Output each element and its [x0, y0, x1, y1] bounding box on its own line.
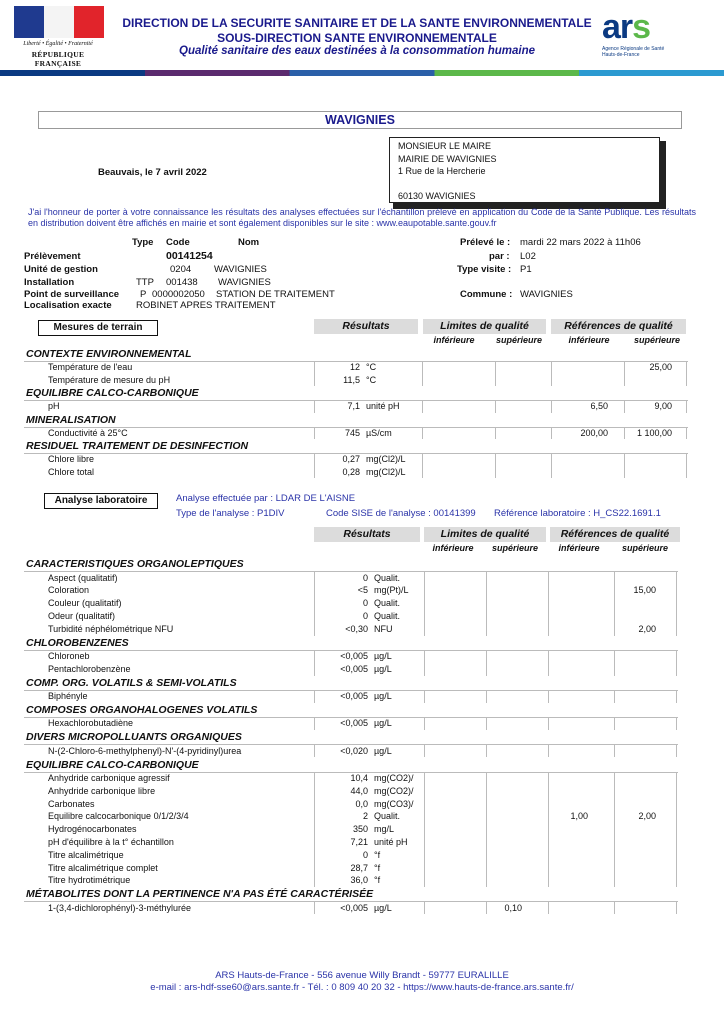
column-rule: [422, 427, 423, 440]
column-rule: [424, 902, 425, 915]
row-label: Coloration: [48, 585, 90, 596]
ars-logo-letters: ar: [602, 8, 633, 46]
column-rule: [551, 453, 552, 478]
row-unit: mg/L: [374, 824, 395, 835]
row-lim-sup: 0,10: [504, 902, 522, 913]
row-unit: mg(Cl2)/L: [366, 466, 406, 477]
row-ref-inf: 6,50: [590, 401, 608, 411]
header-color-bar: [0, 70, 724, 76]
row-ref-inf: 1,00: [570, 811, 588, 822]
row-ref-sup: 2,00: [638, 623, 656, 634]
par-label: par :: [489, 251, 510, 262]
section-title: DIVERS MICROPOLLUANTS ORGANIQUES: [26, 731, 242, 744]
row-value: <5: [357, 585, 368, 596]
labo-sub-ref-inf: inférieure: [558, 543, 600, 553]
point-nom: STATION DE TRAITEMENT: [216, 289, 335, 300]
row-unit: mg(CO3)/: [374, 798, 414, 809]
row-label: N-(2-Chloro-6-methylphenyl)-N'-(4-pyridinyl)urea: [48, 745, 242, 756]
address-line: [398, 178, 659, 191]
column-rule: [614, 690, 615, 703]
column-rule: [676, 650, 677, 676]
column-rule: [548, 772, 549, 887]
row-ref-sup: 25,00: [649, 362, 672, 372]
prelevement-code: 00141254: [166, 250, 213, 262]
section-title: COMP. ORG. VOLATILS & SEMI-VOLATILS: [26, 676, 237, 689]
ars-sub-2: Hauts-de-France: [602, 52, 640, 58]
section-title: CONTEXTE ENVIRONNEMENTAL: [26, 348, 192, 360]
preleve-value: mardi 22 mars 2022 à 11h06: [520, 237, 641, 248]
column-rule: [424, 772, 425, 887]
row-unit: µg/L: [374, 745, 392, 756]
row-label: Odeur (qualitatif): [48, 610, 116, 621]
column-rule: [548, 650, 549, 676]
row-value: 745: [344, 427, 360, 438]
localisation-label: Localisation exacte: [24, 300, 112, 311]
row-value: <0,005: [340, 902, 368, 913]
typevisite-value: P1: [520, 264, 532, 275]
row-value: 350: [352, 824, 368, 835]
row-unit: °f: [374, 849, 381, 860]
row-unit: °f: [374, 862, 381, 873]
column-rule: [676, 690, 677, 703]
column-rule: [551, 427, 552, 440]
column-rule: [424, 717, 425, 730]
flag-blue-band: [14, 6, 44, 38]
column-rule: [422, 400, 423, 413]
ars-logo-s: s: [632, 8, 651, 46]
section-title: COMPOSES ORGANOHALOGENES VOLATILS: [26, 703, 258, 716]
row-value: 7,1: [347, 401, 360, 411]
row-value: 11,5: [343, 374, 360, 385]
row-value: 36,0: [350, 875, 368, 886]
republique-francaise-logo: [8, 6, 108, 68]
column-rule: [424, 650, 425, 676]
row-ref-sup: 2,00: [638, 811, 656, 822]
col-nom: Nom: [238, 237, 260, 248]
column-rule: [486, 572, 487, 636]
section-title: MINERALISATION: [26, 413, 116, 426]
localisation-value: ROBINET APRES TRAITEMENT: [136, 300, 276, 311]
address-line: MAIRIE DE WAVIGNIES: [398, 153, 497, 164]
column-rule: [676, 745, 677, 758]
row-value: 2: [362, 811, 368, 822]
unite-nom: WAVIGNIES: [214, 264, 267, 275]
row-value: 7,21: [350, 837, 368, 847]
column-rule: [548, 745, 549, 758]
column-rule: [314, 400, 315, 413]
rf-motto: Liberté • Égalité • Fraternité: [23, 41, 93, 47]
row-unit: µg/L: [374, 651, 392, 661]
row-unit: mg(Pt)/L: [374, 585, 409, 596]
row-label: Température de mesure du pH: [48, 374, 171, 385]
column-rule: [676, 772, 677, 887]
row-label: pH: [48, 401, 60, 411]
col-type: Type: [132, 237, 154, 248]
column-rule: [486, 772, 487, 887]
row-unit: unité pH: [366, 401, 400, 411]
column-rule: [495, 427, 496, 440]
column-rule: [624, 400, 625, 413]
row-label: Chloroneb: [48, 651, 90, 661]
row-label: Chlore total: [48, 466, 95, 477]
row-label: Biphényle: [48, 691, 88, 702]
labo-reference: Référence laboratoire : H_CS22.1691.1: [494, 508, 661, 519]
column-rule: [686, 453, 687, 478]
column-rule: [676, 572, 677, 636]
header-subtitle: Qualité sanitaire des eaux destinées à la consommation humaine: [179, 45, 535, 57]
row-value: 0: [362, 610, 368, 621]
column-rule: [314, 902, 315, 915]
row-ref-inf: 200,00: [580, 427, 608, 438]
column-rule: [548, 717, 549, 730]
row-unit: °f: [374, 875, 381, 886]
column-rule: [424, 745, 425, 758]
commune-value: WAVIGNIES: [520, 289, 573, 300]
row-label: Anhydride carbonique agressif: [48, 773, 170, 783]
unite-code: 0204: [170, 264, 192, 275]
labo-header-limites: Limites de qualité: [424, 527, 546, 542]
recipient-address: [389, 137, 660, 203]
column-rule: [314, 745, 315, 758]
row-value: <0,005: [340, 651, 368, 661]
row-value: <0,005: [340, 718, 368, 729]
intro-text: J'ai l'honneur de porter à votre connaissance les résultats des analyses effectuées sur l'échantillon prélevé en application du Code de la Santé Publique. Les résultats en distribution doivent être affichés en mairie et sont également disponibles sur le site : www.eaupotable.sante.gouv.fr: [28, 207, 696, 228]
column-rule: [314, 572, 315, 636]
row-value: <0,30: [345, 623, 368, 634]
column-rule: [624, 427, 625, 440]
preleve-label: Prélevé le :: [460, 237, 511, 248]
row-label: 1-(3,4-dichlorophényl)-3-méthylurée: [48, 902, 192, 913]
unite-label: Unité de gestion: [24, 264, 98, 275]
town-title-box: [38, 111, 682, 129]
labo-code-sise: Code SISE de l'analyse : 00141399: [326, 508, 476, 519]
column-rule: [486, 717, 487, 730]
installation-label: Installation: [24, 277, 75, 288]
header-direction: DIRECTION DE LA SECURITE SANITAIRE ET DE LA SANTE ENVIRONNEMENTALE: [122, 16, 592, 30]
column-rule: [314, 772, 315, 887]
labo-header-references: Références de qualité: [550, 527, 680, 542]
column-rule: [495, 400, 496, 413]
row-value: 0,28: [342, 466, 360, 477]
column-rule: [686, 400, 687, 413]
section-title: RESIDUEL TRAITEMENT DE DESINFECTION: [26, 440, 249, 452]
column-rule: [624, 361, 625, 386]
column-rule: [551, 361, 552, 386]
row-value: 0: [362, 598, 368, 609]
row-label: Titre alcalimétrique: [48, 849, 124, 860]
row-value: 12: [349, 362, 360, 372]
column-rule: [551, 400, 552, 413]
column-rule: [676, 902, 677, 915]
column-rule: [686, 427, 687, 440]
terrain-tab: Mesures de terrain: [38, 320, 158, 336]
row-unit: µg/L: [374, 718, 392, 729]
row-label: Hydrogénocarbonates: [48, 824, 137, 835]
column-rule: [676, 717, 677, 730]
header-sous-direction: SOUS-DIRECTION SANTE ENVIRONNEMENTALE: [217, 31, 497, 45]
row-unit: mg(CO2)/: [374, 773, 414, 783]
column-rule: [424, 572, 425, 636]
column-rule: [614, 572, 615, 636]
column-rule: [314, 361, 315, 386]
terrain-header-references: Références de qualité: [551, 319, 686, 334]
row-unit: µg/L: [374, 691, 392, 702]
footer-contact: e-mail : ars-hdf-sse60@ars.sante.fr - Tél. : 0 809 40 20 32 - https://www.hauts-de-france.ars.sante.fr/: [150, 982, 574, 993]
commune-label: Commune :: [460, 289, 513, 300]
point-type: P: [140, 289, 147, 300]
row-unit: Qualit.: [374, 610, 401, 621]
row-label: pH d'équilibre à la t° échantillon: [48, 837, 174, 847]
row-label: Anhydride carbonique libre: [48, 785, 156, 796]
installation-type: TTP: [136, 277, 154, 288]
row-label: Conductivité à 25°C: [48, 427, 128, 438]
column-rule: [486, 690, 487, 703]
column-rule: [422, 361, 423, 386]
flag-red-band: [74, 6, 104, 38]
flag-white-band: [44, 6, 74, 38]
row-value: 44,0: [350, 785, 368, 796]
col-code: Code: [166, 237, 190, 248]
column-rule: [548, 690, 549, 703]
column-rule: [424, 690, 425, 703]
footer-address: ARS Hauts-de-France - 556 avenue Willy Brandt - 59777 EURALILLE: [215, 970, 509, 981]
terrain-sub-ref-inf: inférieure: [568, 335, 610, 345]
labo-header-resultats: Résultats: [314, 527, 420, 542]
row-ref-sup: 15,00: [633, 585, 656, 596]
row-value: 0: [362, 849, 368, 860]
row-value: 10,4: [350, 773, 368, 783]
section-title: EQUILIBRE CALCO-CARBONIQUE: [26, 758, 199, 771]
terrain-sub-ref-sup: supérieure: [633, 335, 681, 345]
row-unit: mg(CO2)/: [374, 785, 414, 796]
row-label: Couleur (qualitatif): [48, 598, 122, 609]
row-unit: Qualit.: [374, 572, 401, 583]
row-value: <0,020: [340, 745, 368, 756]
row-unit: °C: [366, 374, 377, 385]
column-rule: [495, 453, 496, 478]
terrain-sub-lim-inf: inférieure: [433, 335, 475, 345]
labo-sub-lim-sup: supérieure: [491, 543, 539, 553]
column-rule: [314, 453, 315, 478]
row-unit: NFU: [374, 623, 393, 634]
column-rule: [486, 650, 487, 676]
column-rule: [314, 427, 315, 440]
column-rule: [486, 745, 487, 758]
row-label: Turbidité néphélométrique NFU: [48, 623, 174, 634]
address-line: 1 Rue de la Hercherie: [398, 166, 486, 176]
row-label: Pentachlorobenzène: [48, 663, 131, 674]
column-rule: [495, 361, 496, 386]
column-rule: [548, 572, 549, 636]
rf-name: RÉPUBLIQUE FRANÇAISE: [31, 50, 85, 68]
row-unit: µg/L: [374, 902, 392, 913]
row-label: Equilibre calcocarbonique 0/1/2/3/4: [48, 811, 189, 822]
town-title: WAVIGNIES: [325, 113, 395, 127]
address-line: 60130 WAVIGNIES: [398, 191, 476, 201]
row-label: Aspect (qualitatif): [48, 572, 118, 583]
row-value: <0,005: [340, 691, 368, 702]
column-rule: [548, 902, 549, 915]
ars-logo: [600, 10, 680, 62]
terrain-header-resultats: Résultats: [314, 319, 418, 334]
column-rule: [614, 650, 615, 676]
section-title: EQUILIBRE CALCO-CARBONIQUE: [26, 387, 199, 399]
column-rule: [614, 717, 615, 730]
section-title: CHLOROBENZENES: [26, 636, 129, 649]
section-title: MÉTABOLITES DONT LA PERTINENCE N'A PAS ÉTÉ CARACTÉRISÉE: [26, 888, 374, 901]
labo-sub-lim-inf: inférieure: [432, 543, 474, 553]
row-unit: Qualit.: [374, 811, 401, 822]
row-label: Carbonates: [48, 798, 95, 809]
row-unit: mg(Cl2)/L: [366, 454, 406, 464]
row-label: Titre alcalimétrique complet: [48, 862, 158, 873]
row-value: 0,0: [355, 798, 368, 809]
date-line: Beauvais, le 7 avril 2022: [98, 167, 207, 178]
point-code: 0000002050: [152, 289, 205, 300]
row-value: 28,7: [350, 862, 368, 873]
row-ref-sup: 9,00: [654, 401, 672, 411]
point-label: Point de surveillance: [24, 289, 120, 300]
row-ref-sup: 1 100,00: [636, 427, 672, 438]
row-value: 0,27: [342, 454, 360, 464]
column-rule: [614, 745, 615, 758]
terrain-header-limites: Limites de qualité: [423, 319, 546, 334]
par-value: L02: [520, 251, 536, 262]
address-line: MONSIEUR LE MAIRE: [398, 141, 492, 151]
installation-nom: WAVIGNIES: [218, 277, 271, 288]
labo-tab: Analyse laboratoire: [44, 493, 158, 509]
column-rule: [314, 690, 315, 703]
column-rule: [422, 453, 423, 478]
column-rule: [686, 361, 687, 386]
column-rule: [614, 772, 615, 887]
column-rule: [624, 453, 625, 478]
column-rule: [486, 902, 487, 915]
labo-type: Type de l'analyse : P1DIV: [176, 508, 285, 519]
row-value: <0,005: [340, 663, 368, 674]
section-title: CARACTERISTIQUES ORGANOLEPTIQUES: [26, 558, 244, 570]
row-label: Titre hydrotimétrique: [48, 875, 131, 886]
labo-sub-ref-sup: supérieure: [621, 543, 669, 553]
row-value: 0: [362, 572, 368, 583]
row-label: Hexachlorobutadiène: [48, 718, 134, 729]
column-rule: [314, 717, 315, 730]
column-rule: [314, 650, 315, 676]
terrain-sub-lim-sup: supérieure: [495, 335, 543, 345]
column-rule: [614, 902, 615, 915]
row-unit: °C: [366, 362, 377, 372]
ars-sub-1: Agence Régionale de Santé: [602, 46, 665, 52]
labo-effectuee: Analyse effectuée par : LDAR DE L'AISNE: [176, 493, 356, 504]
row-unit: Qualit.: [374, 598, 401, 609]
row-unit: µS/cm: [366, 427, 392, 438]
row-unit: unité pH: [374, 837, 408, 847]
row-unit: µg/L: [374, 663, 392, 674]
row-label: Température de l'eau: [48, 362, 133, 372]
installation-code: 001438: [166, 277, 198, 288]
typevisite-label: Type visite :: [457, 264, 512, 275]
row-label: Chlore libre: [48, 454, 95, 464]
prelevement-label: Prélèvement: [24, 251, 81, 262]
